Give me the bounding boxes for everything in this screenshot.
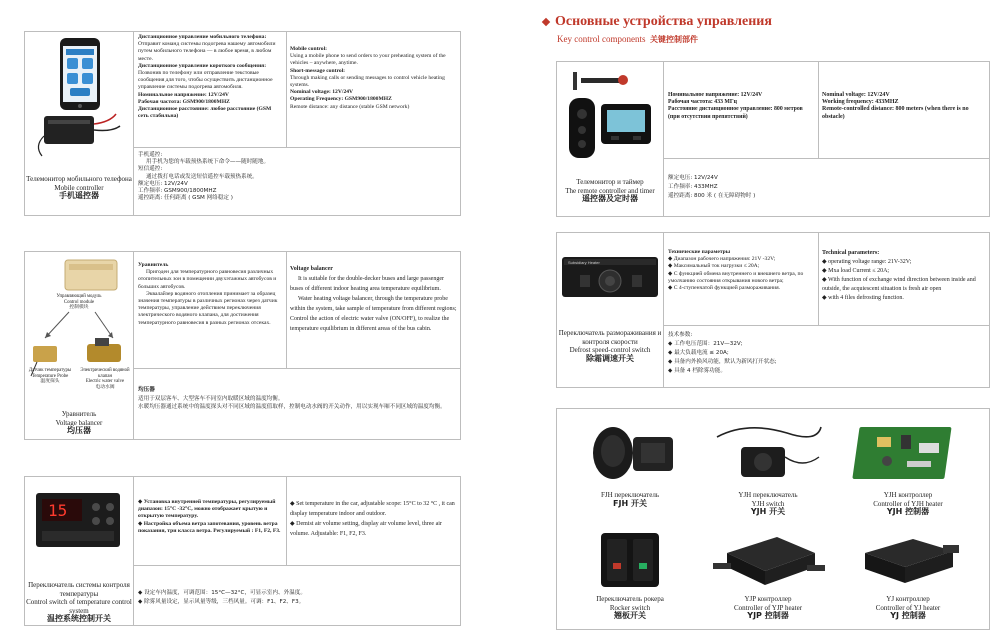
caption-ru: Телемонитор мобильного телефона [26,175,132,183]
yjp-controller-image [707,523,827,593]
text-line: ◆ With function of exchange wind direction between inside and outside, the acquiescent situation is fresh air open [822,277,976,292]
text-line: Отправит команд системы подогрева нашему автомобили путем мобильного телефона — в любое время, в любом месте. [138,41,276,62]
text-line: ◆ operating voltage range: 21V-32V; [822,259,912,265]
defrost-cn-description [665,329,985,387]
text-line: ◆ Set temperature in the car, adjustable scope: 15°C to 32 °C , it can display temperature indoor and outdoor. [290,501,455,517]
text-line: Дистанционное управление короткого сообщения: [138,62,267,69]
text-line: ◆ 最大负载电流 ≤ 20A; [668,350,729,356]
grid-caption-yjh-controller [843,491,973,517]
caption-cn: 均压器 [67,426,91,435]
text-line: Рабочая частота: 433 МГц [668,99,737,106]
label-ru: Электрический водяной клапан [80,368,130,379]
text-line: Номинальное напряжение: 12V/24V [138,91,229,98]
text-line: ◆ Диапазон рабочего напряжения: 21V -32V; [668,256,776,263]
text-line: Дистанционное управление мобильного телефона: [138,34,267,40]
text-line: ◆ 工作电压范围：21V—32V; [668,341,743,347]
text-line: ◆ with 4 files defrosting function. [822,295,904,301]
text-line: 适用于双层客车、大型客车不同室内取暖区域的温度均衡。 [138,395,284,402]
label-ru: Датчик температуры [28,368,72,373]
remote-ru-description [665,90,818,158]
text-line: Remote distance: any distance (stable GSM network) [290,103,410,110]
caption-en: Controller of YJ heater [875,603,941,612]
text-line: Working frequency: 433MHZ [822,99,899,106]
text-line: Эквалайзер водяного отопления принимает за образец значения температуры в различных регионах через датчик температуры, управление действием переключения электрического водяного клапана, для достижения температурного равновесия в разных регионах отсеках. [138,290,278,326]
caption-en: Control switch of temperature control system [26,598,132,615]
caption-cn: FJH 开关 [613,498,647,508]
text-line: 额定电压: 12V/24V [668,175,718,181]
text-line: 手机遥控: [138,152,163,158]
text-line: Позвонив по телефону или отправление текстовые сообщения для того, чтобы осуществить дистанционное управление системы подогрева автомобиля. [138,70,273,91]
text-line: 工作频率: GSM900/1800MHZ [138,188,217,195]
page-subtitle [557,34,698,45]
text-line: 水暖均压器通过系统中的温度探头对不同区域的温度值取样，控制电动水阀的开关动作，用以实现车厢不同区域的温度均衡。 [138,404,446,410]
caption-en: Voltage balancer [55,418,103,427]
temperature-controller-device-image [34,491,124,551]
text-line: ◆ Demist air volume setting, display air volume level, three air volume. Adjustable: F1, F2, F3. [290,521,442,537]
defrost-switch-device-image [560,253,660,303]
text-line: 均压器 [138,387,155,393]
voltage-balancer-image-cell [25,252,134,439]
caption-ru: YJH контроллер [883,491,933,499]
mobile-ru-description [135,32,286,147]
defrost-ru-description [665,247,818,325]
caption-en: The remote controller and timer [565,186,655,195]
text-line: ◆ Настройка объема ветра запотевания, уровень ветра показания, три класса ветра. Регулируемый : F1, F2, F3. [138,520,281,534]
caption-ru: Переключатель рокера [596,595,664,603]
text-line: Расстояние дистанционное управление: 800 метров (при отсутствии препятствий) [668,106,803,120]
text-line: 遥控距离: 800 米 ( 在无障碍物时 ) [668,193,756,199]
caption-ru: YJ контроллер [886,595,930,603]
text-line: 额定电压: 12V/24V [138,180,188,187]
page-title [543,14,772,30]
mobile-en-description [287,44,461,147]
text-line: ◆ С функцией обмена внутреннего и внешнего ветра, по умолчанию состояния открывания нового ветра; [668,270,804,284]
text-line: ◆ С 4-ступенчатой функцией размораживания. [668,285,781,292]
mobile-cn-description [135,150,455,216]
text-line: Nominal voltage: 12V/24V [290,89,354,96]
label-cn: 温度探头 [40,379,60,384]
voltage-balancer-caption [25,410,133,436]
caption-cn: 除霜调速开关 [586,353,634,363]
label-cn: 控制模块 [69,305,89,310]
voltage-cn-description [135,384,459,439]
caption-ru: Переключатель размораживания и контроля скорости [558,329,662,346]
caption-en: YJH switch [751,499,785,508]
text-line: ◆ Установка внутренней температуры, регулируемый диапазон: 15°C -32°C, можно отображает крытую и открытую температуру. [138,499,276,520]
text-line: 短信遥控: [138,166,163,173]
remote-controller-device-image [561,68,661,174]
text-line: Operating Frequency: GSM900/1800MHZ [290,96,392,103]
text-line: Номинальное напряжение: 12V/24V [668,92,763,98]
label-en: Electric water valve [85,379,125,384]
caption-ru: YJH переключатель [738,491,798,499]
remote-controller-caption [557,178,663,204]
text-line: ◆ 具备内外换风功能，默认为新风打开状态; [668,359,777,365]
text-line: Nominal voltage: 12V/24V [822,92,890,98]
subtitle-cn: 关键控制部件 [649,35,698,44]
text-line: Short-message control: [290,67,346,74]
tempctrl-cn-description [135,587,459,625]
label-en: Temperature Probe [31,373,69,379]
defrost-switch-panel [556,232,990,388]
text-line: Рабочая частота: GSM900/1800MHZ [138,98,230,105]
defrost-switch-caption [557,329,663,363]
defrost-en-description [819,247,990,325]
voltage-en-description [287,262,461,368]
grid-caption-yj-controller [843,595,973,621]
caption-cn: YJP 控制器 [747,611,789,620]
text-line: Technical parameters: [822,250,880,256]
yj-controller-image [847,523,967,593]
temperature-display-value: 15 [48,501,68,520]
caption-en: Mobile controller [54,183,104,192]
caption-en: Rocker switch [609,603,651,612]
fjh-switch-image [571,417,691,487]
temperature-control-image-cell [25,477,134,625]
grid-caption-yjp-controller [703,595,833,621]
caption-cn: 手机遥控器 [59,191,99,200]
remote-controller-image-cell [557,62,664,216]
rocker-switch-image [571,523,691,593]
text-line: Mobile control: [290,46,328,52]
temperature-control-panel [24,476,461,626]
text-line: Пригоден для температурного равновесия различных отопительных зон в помещении двухэтажных автобусов и больших автобусов. [138,269,277,290]
text-line: ◆ Максимальный ток нагрузки ≤ 20A; [668,263,760,270]
caption-en: Defrost speed-control switch [569,346,651,354]
remote-cn-description [665,172,985,216]
text-line: ◆ Mxa load Current ≤ 20A; [822,268,890,274]
text-line: 工作频率: 433MHZ [668,184,718,190]
text-line: 用手机为您的车载预热系统下命令——随时随地。 [146,159,270,166]
text-line: ◆ 具备 4 档除雾功能。 [668,368,726,374]
mobile-phone-device-image [30,36,130,166]
yjh-switch-image [707,417,827,487]
text-line: Using a mobile phone to send orders to your preheating system of the vehicles – anywhere, anytime. [290,53,446,67]
grid-caption-rocker-switch [565,595,695,621]
temperature-control-caption [25,581,133,624]
grid-caption-yjh-switch [703,491,833,517]
text-line: 技术参数: [668,332,693,338]
text-line: Voltage balancer [290,266,333,272]
voltage-ru-description [135,260,286,368]
defrost-switch-image-cell [557,233,664,387]
diamond-bullet-icon [542,18,550,26]
caption-cn: 温控系统控制开关 [47,614,111,623]
mobile-controller-image-cell [25,32,134,215]
tempctrl-en-description [287,497,461,565]
text-line: Remote-controlled distance: 800 meters (when there is no obstacle) [822,106,969,120]
text-line: Through making calls or sending messages to control vehicle heating systems. [290,74,445,89]
caption-cn: YJH 开关 [750,507,786,516]
text-line: 遥控距离: 任何距离 ( GSM 网络稳定 ) [138,195,233,202]
label-en: Control module [63,299,95,305]
caption-cn: YJ 控制器 [890,611,926,620]
text-line: Дистанционное расстояние: любое расстояние (GSM сеть стабильна) [138,106,272,120]
caption-ru: FJH переключатель [600,491,660,499]
caption-ru: YJP контроллер [744,595,792,603]
panel-brand-label: Subsidiary Heater [568,260,600,265]
page-title-text: Основные устройства управления [555,14,772,29]
mobile-controller-panel [24,31,461,216]
text-line: Уравнитель [138,262,169,268]
label-ru: Управляющий модуль [56,294,102,299]
remote-controller-panel [556,61,990,217]
text-line: 通过拨打电话或发送短信遥控车载预热系统。 [146,173,258,180]
caption-cn: 翘板开关 [614,611,646,620]
voltage-balancer-panel [24,251,461,440]
valve-label [77,368,133,390]
caption-en: Controller of YJP heater [733,603,803,612]
text-line: It is suitable for the double-decker buses and large passenger buses of different indoor heating area temperature equilibrium. [290,276,445,292]
tempctrl-ru-description [135,497,286,565]
text-line: ◆ 设定车内温度，可调范围：15°C—32°C，可显示室内、外温度。 [138,590,306,596]
text-line: ◆ 除雾风量设定，显示风量等级，三档风量。可调：F1、F2、F3。 [138,599,305,605]
module-label [29,294,129,311]
yjh-controller-image [847,417,967,487]
caption-ru: Уравнитель [61,410,97,418]
caption-ru: Переключатель системы контроля температуры [28,581,130,598]
caption-cn: 遥控器及定时器 [582,194,638,203]
caption-en: Controller of YJH heater [873,499,943,508]
text-line: Water heating voltage balancer, through the temperature probe within the system, take sample of temperature from different regions; Control the action of electric water valve (ON/OFF), to realize the temperature equilibrium in different areas of the bus cabin. [290,296,457,332]
mobile-controller-caption [25,175,133,201]
caption-cn: YJH 控制器 [886,507,930,516]
component-grid-panel [556,408,990,630]
subtitle-en: Key control components [557,34,646,44]
remote-en-description [819,90,990,158]
probe-label [25,368,75,385]
text-line: Технические параметры [668,249,731,255]
grid-caption-fjh-switch [565,491,695,508]
caption-ru: Телемонитор и таймер [576,178,644,186]
label-cn: 电动水阀 [95,384,115,390]
